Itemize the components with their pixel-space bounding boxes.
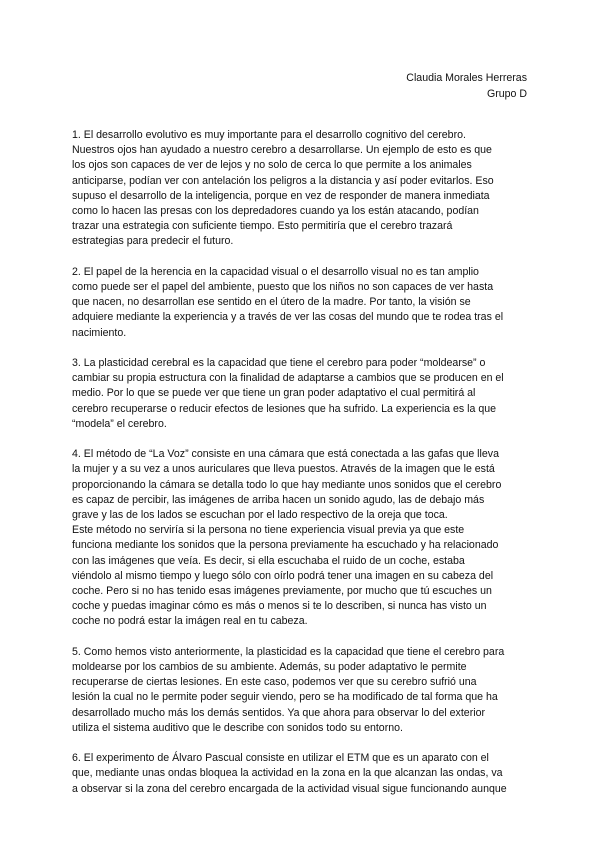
document-header <box>406 70 527 102</box>
paragraph-5 <box>72 645 528 736</box>
text-line: es capaz de percibir, las imágenes de arriba hacen un sonido agudo, las de debajo más <box>72 493 485 506</box>
text-line: 3. La plasticidad cerebral es la capacidad que tiene el cerebro para poder “moldearse” o <box>72 357 486 370</box>
text-line: 2. El papel de la herencia en la capacidad visual o el desarrollo visual no es tan amplio <box>72 265 479 278</box>
text-line: anticiparse, podían ver con antelación los peligros a la distancia y así poder evitarlos. Eso <box>72 174 494 187</box>
text-line: Nuestros ojos han ayudado a nuestro cerebro a desarrollarse. Un ejemplo de esto es que <box>72 144 492 157</box>
text-line: 4. El método de “La Voz” consiste en una cámara que está conectada a las gafas que lleva <box>72 448 499 461</box>
text-line: que, mediante unas ondas bloquea la actividad en la zona en la que alcanzan las ondas, va <box>72 767 503 780</box>
paragraph-6 <box>72 751 528 797</box>
text-line: a observar si la zona del cerebro encargada de la actividad visual sigue funcionando aunque <box>72 782 507 795</box>
text-line: coche. Pero si no has tenido esas imágenes previamente, por mucho que tú escuches un <box>72 585 492 598</box>
text-line: cambiar su propia estructura con la finalidad de adaptarse a cambios que se producen en el <box>72 372 504 385</box>
text-line: como puede ser el papel del ambiente, puesto que los niños no son capaces de ver hasta <box>72 281 494 294</box>
text-line: cerebro recuperarse o reducir efectos de lesiones que ha sufrido. La experiencia es la que <box>72 402 497 415</box>
author-name: Claudia Morales Herreras <box>406 72 527 84</box>
paragraph-2 <box>72 265 528 341</box>
text-line: coche y puedas imaginar cómo es más o menos si te lo describen, si nunca has visto un <box>72 600 487 613</box>
text-line: los ojos son capaces de ver de lejos y no solo de cerca lo que permite a los animales <box>72 159 472 172</box>
text-line: estrategias para predecir el futuro. <box>72 235 234 248</box>
text-line: que nacen, no desarrollan ese sentido en el útero de la madre. Por tanto, la visión se <box>72 296 471 309</box>
paragraph-1 <box>72 128 528 250</box>
text-line: funciona mediante los sonidos que la persona previamente ha escuchado y ha relacionado <box>72 539 499 552</box>
text-line: adquiere mediante la experiencia y a través de ver las cosas del mundo que te rodea tras el <box>72 311 504 324</box>
text-line: trazar una estrategia con suficiente tiempo. Esto permitiría que el cerebro trazará <box>72 220 453 233</box>
group-label: Grupo D <box>486 88 527 100</box>
text-line: como lo hacen las presas con los depredadores cuando ya los están atacando, podían <box>72 205 479 218</box>
text-line: desarrollado mucho más los demás sentidos. Ya que ahora para observar lo del exterior <box>72 706 485 719</box>
text-line: utiliza el sistema auditivo que le describe con sonidos todo su entorno. <box>72 721 403 734</box>
text-line: viéndolo al mismo tiempo y luego sólo con oírlo podrá tener una imagen en su cabeza del <box>72 569 494 582</box>
text-line: 6. El experimento de Álvaro Pascual consiste en utilizar el ETM que es un aparato con el <box>72 752 489 765</box>
document-body <box>72 128 528 812</box>
text-line: la mujer y a su vez a unos auriculares que lleva puestos. Através de la imagen que le está <box>72 463 495 476</box>
text-line: supuso el desarrollo de la inteligencia, porque en vez de responder de manera inmediata <box>72 189 490 202</box>
text-line: Este método no serviría si la persona no tiene experiencia visual previa ya que este <box>72 524 465 537</box>
paragraph-4 <box>72 447 528 629</box>
text-line: medio. Por lo que se puede ver que tiene un gran poder adaptativo el cual permitirá al <box>72 387 476 400</box>
text-line: proporcionando la cámara se detalla todo lo que hay mediante unos sonidos que el cerebro <box>72 478 502 491</box>
text-line: recuperarse de ciertas lesiones. En este caso, podemos ver que su cerebro sufrió una <box>72 676 477 689</box>
text-line: con las imágenes que veía. Es decir, si ella escuchaba el ruido de un coche, estaba <box>72 554 465 567</box>
text-line: 1. El desarrollo evolutivo es muy importante para el desarrollo cognitivo del cerebro. <box>72 129 466 141</box>
paragraph-3 <box>72 356 528 432</box>
text-line: moldearse por los cambios de su ambiente. Además, su poder adaptativo le permite <box>72 661 467 674</box>
text-line: grave y las de los lados se escuchan por el lado respectivo de la oreja que toca. <box>72 509 448 522</box>
text-line: lesión la cual no le permite poder seguir viendo, pero se ha modificado de tal forma que ha <box>72 691 498 704</box>
text-line: “modela” el cerebro. <box>72 417 167 430</box>
text-line: 5. Como hemos visto anteriormente, la plasticidad es la capacidad que tiene el cerebro para <box>72 645 505 658</box>
text-line: coche no podrá estar la imágen real en tu cabeza. <box>72 615 308 628</box>
text-line: nacimiento. <box>72 326 127 339</box>
